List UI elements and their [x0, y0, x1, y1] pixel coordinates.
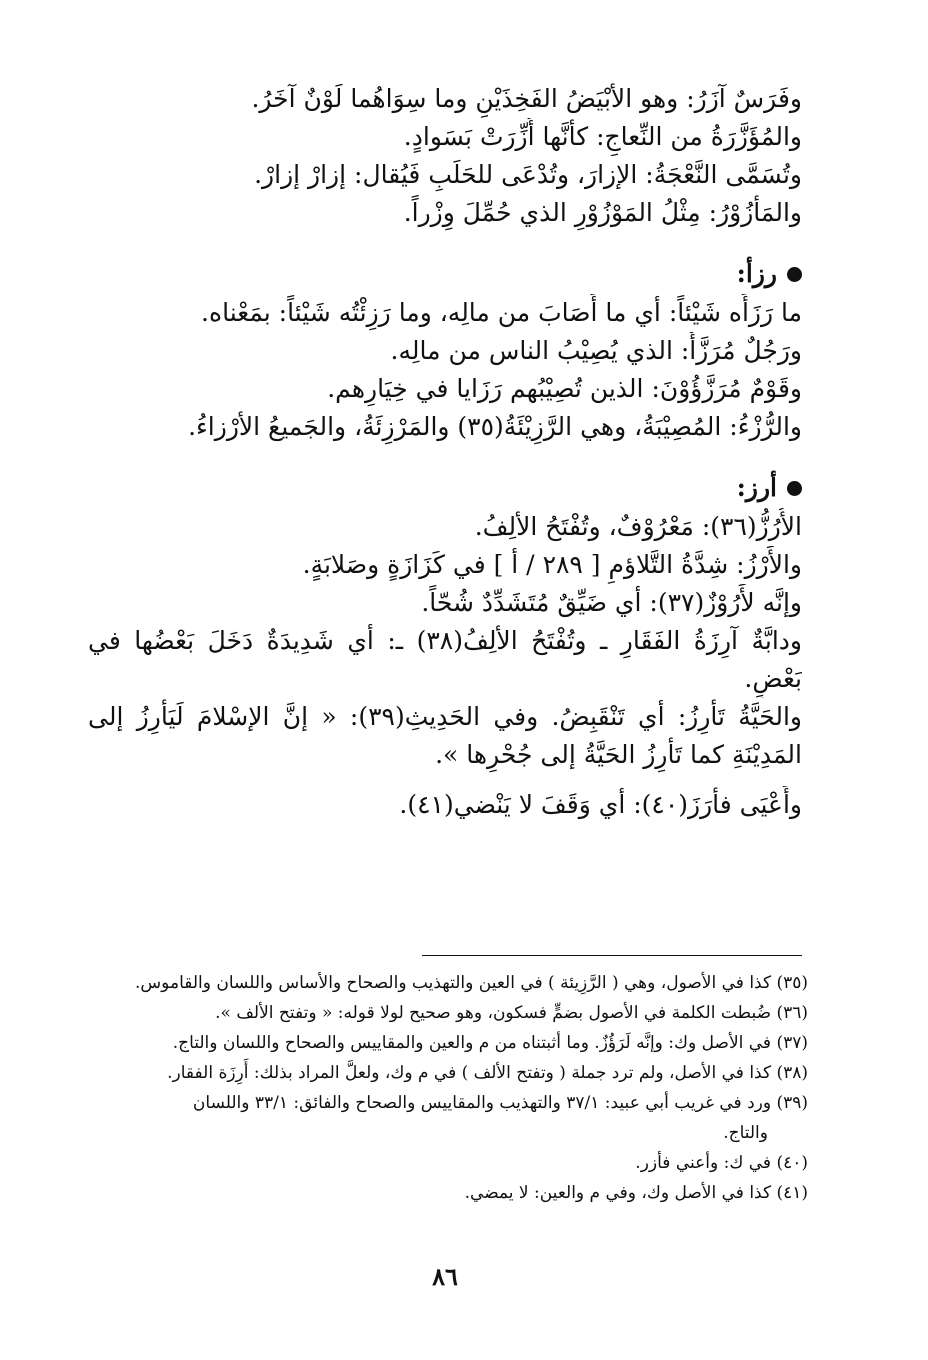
entry-razaa: [88, 254, 802, 446]
footnote-divider: [422, 955, 802, 956]
text-line: بَعْضٍ.: [744, 664, 802, 693]
entry-arz: [88, 468, 802, 824]
footnote: (٤١) كذا في الأصل وك، وفي م والعين: لا يمضي.: [464, 1183, 808, 1203]
text-line: ودابَّةٌ آرِزَةُ الفَقَارِ ـ وتُفْتَحُ الألِفُ(٣٨) ـ: أي شَدِيدَةٌ دَخَلَ بَعْضُها في: [88, 626, 802, 655]
entry-heading-label: أرز:: [736, 473, 777, 502]
text-line: وإنَّه لأَرُوْزٌ(٣٧): أي ضَيِّقٌ مُتَشَدِّدٌ شُحّاً.: [421, 588, 802, 617]
page-number: ٨٦: [432, 1262, 458, 1291]
section-gap: [88, 232, 802, 254]
text-line: والمُؤَزَّرَةُ من النِّعاجِ: كأنَّها أُزِّرَتْ بَسَوادٍ.: [403, 122, 802, 151]
text-line: وتُسَمَّى النَّعْجَةُ: الإزارَ، وتُدْعَى للحَلَبِ فَيُقال: إزارْ إزارْ.: [254, 160, 802, 189]
text-line: وأَعْيَى فأَرَزَ(٤٠): أي وَقَفَ لا يَنْضي(٤١).: [399, 790, 802, 819]
footnote: (٣٥) كذا في الأصول، وهي ( الرَّزِيئة ) في العين والتهذيب والصحاح والأساس واللسان والقاموس.: [135, 973, 808, 993]
footnote-continuation: والتاج.: [723, 1123, 768, 1143]
text-line: وفَرَسٌ آزَرُ: وهو الأبْيَضُ الفَخِذَيْنِ وما سِوَاهُما لَوْنٌ آخَرُ.: [251, 84, 802, 113]
entry-heading-label: رزأ:: [736, 259, 777, 288]
text-line: والأَرْزُ: شِدَّةُ التَّلاؤمِ [ ٢٨٩ / أ ] في كَزَازَةٍ وصَلابَةٍ.: [302, 550, 802, 579]
footnote: (٣٧) في الأصل وك: وإنَّه لَرَؤُزٌ. وما أثبتناه من م والعين والمقاييس والصحاح واللسان والتاج.: [172, 1033, 808, 1053]
text-line: والمَأْزُوْرُ: مِثْلُ المَوْزُوْرِ الذي حُمِّلَ وِزْراً.: [403, 198, 802, 227]
entry-heading: [88, 468, 802, 508]
text-line: ورَجُلٌ مُرَزَّأٌ: الذي يُصِيْبُ الناس من مالِه.: [390, 336, 802, 365]
entry-heading: [88, 254, 802, 294]
main-text: [88, 80, 802, 824]
section-gap: [88, 446, 802, 468]
text-line: المَدِيْنَةِ كما تَأْرِزُ الحَيَّةُ إلى جُحْرِها ».: [435, 740, 802, 769]
footnote: (٣٦) ضُبطت الكلمة في الأصول بضمٍّ فسكون، وهو صحيح لولا قوله: « وتفتح الألف ».: [215, 1003, 808, 1023]
footnotes: [95, 968, 808, 1208]
footnote: (٣٩) ورد في غريب أبي عبيد: ٣٧/١ والتهذيب والمقاييس والصحاح والفائق: ٣٣/١ واللسان: [192, 1093, 808, 1113]
text-line: الأُرُزُّ(٣٦): مَعْرُوْفٌ، وتُفْتَحُ الألِفُ.: [474, 512, 802, 541]
bullet-icon: [787, 481, 802, 496]
footnote: (٣٨) كذا في الأصل، ولم ترد جملة ( وتفتح الألف ) في م وك، ولعلَّ المراد بذلك: أَرِزَة الفقار.: [167, 1063, 808, 1083]
text-line: والرُّزْءُ: المُصِيْبَةُ، وهي الرَّزِيْئَةُ(٣٥) والمَرْزِئَةُ، والجَميعُ الأرْزاءُ.: [188, 412, 802, 441]
text-line: وقَوْمٌ مُرَزَّؤُوْنَ: الذين تُصِيْبُهم رَزَايا في خِيَارِهم.: [327, 374, 802, 403]
entry-continuation: [88, 80, 802, 232]
bullet-icon: [787, 267, 802, 282]
footnote: (٤٠) في ك: وأعني فأزر.: [635, 1153, 808, 1173]
text-line: ما رَزَأَه شَيْئاً: أي ما أَصَابَ من مالِه، وما رَزِئْتُه شَيْئاً: بمَعْناه.: [201, 298, 802, 327]
text-line: والحَيَّةُ تَأْرِزُ: أي تَنْقَبِضُ. وفي الحَدِيثِ(٣٩): « إنَّ الإسْلامَ لَيَأْرِزُ إلى: [88, 702, 802, 731]
